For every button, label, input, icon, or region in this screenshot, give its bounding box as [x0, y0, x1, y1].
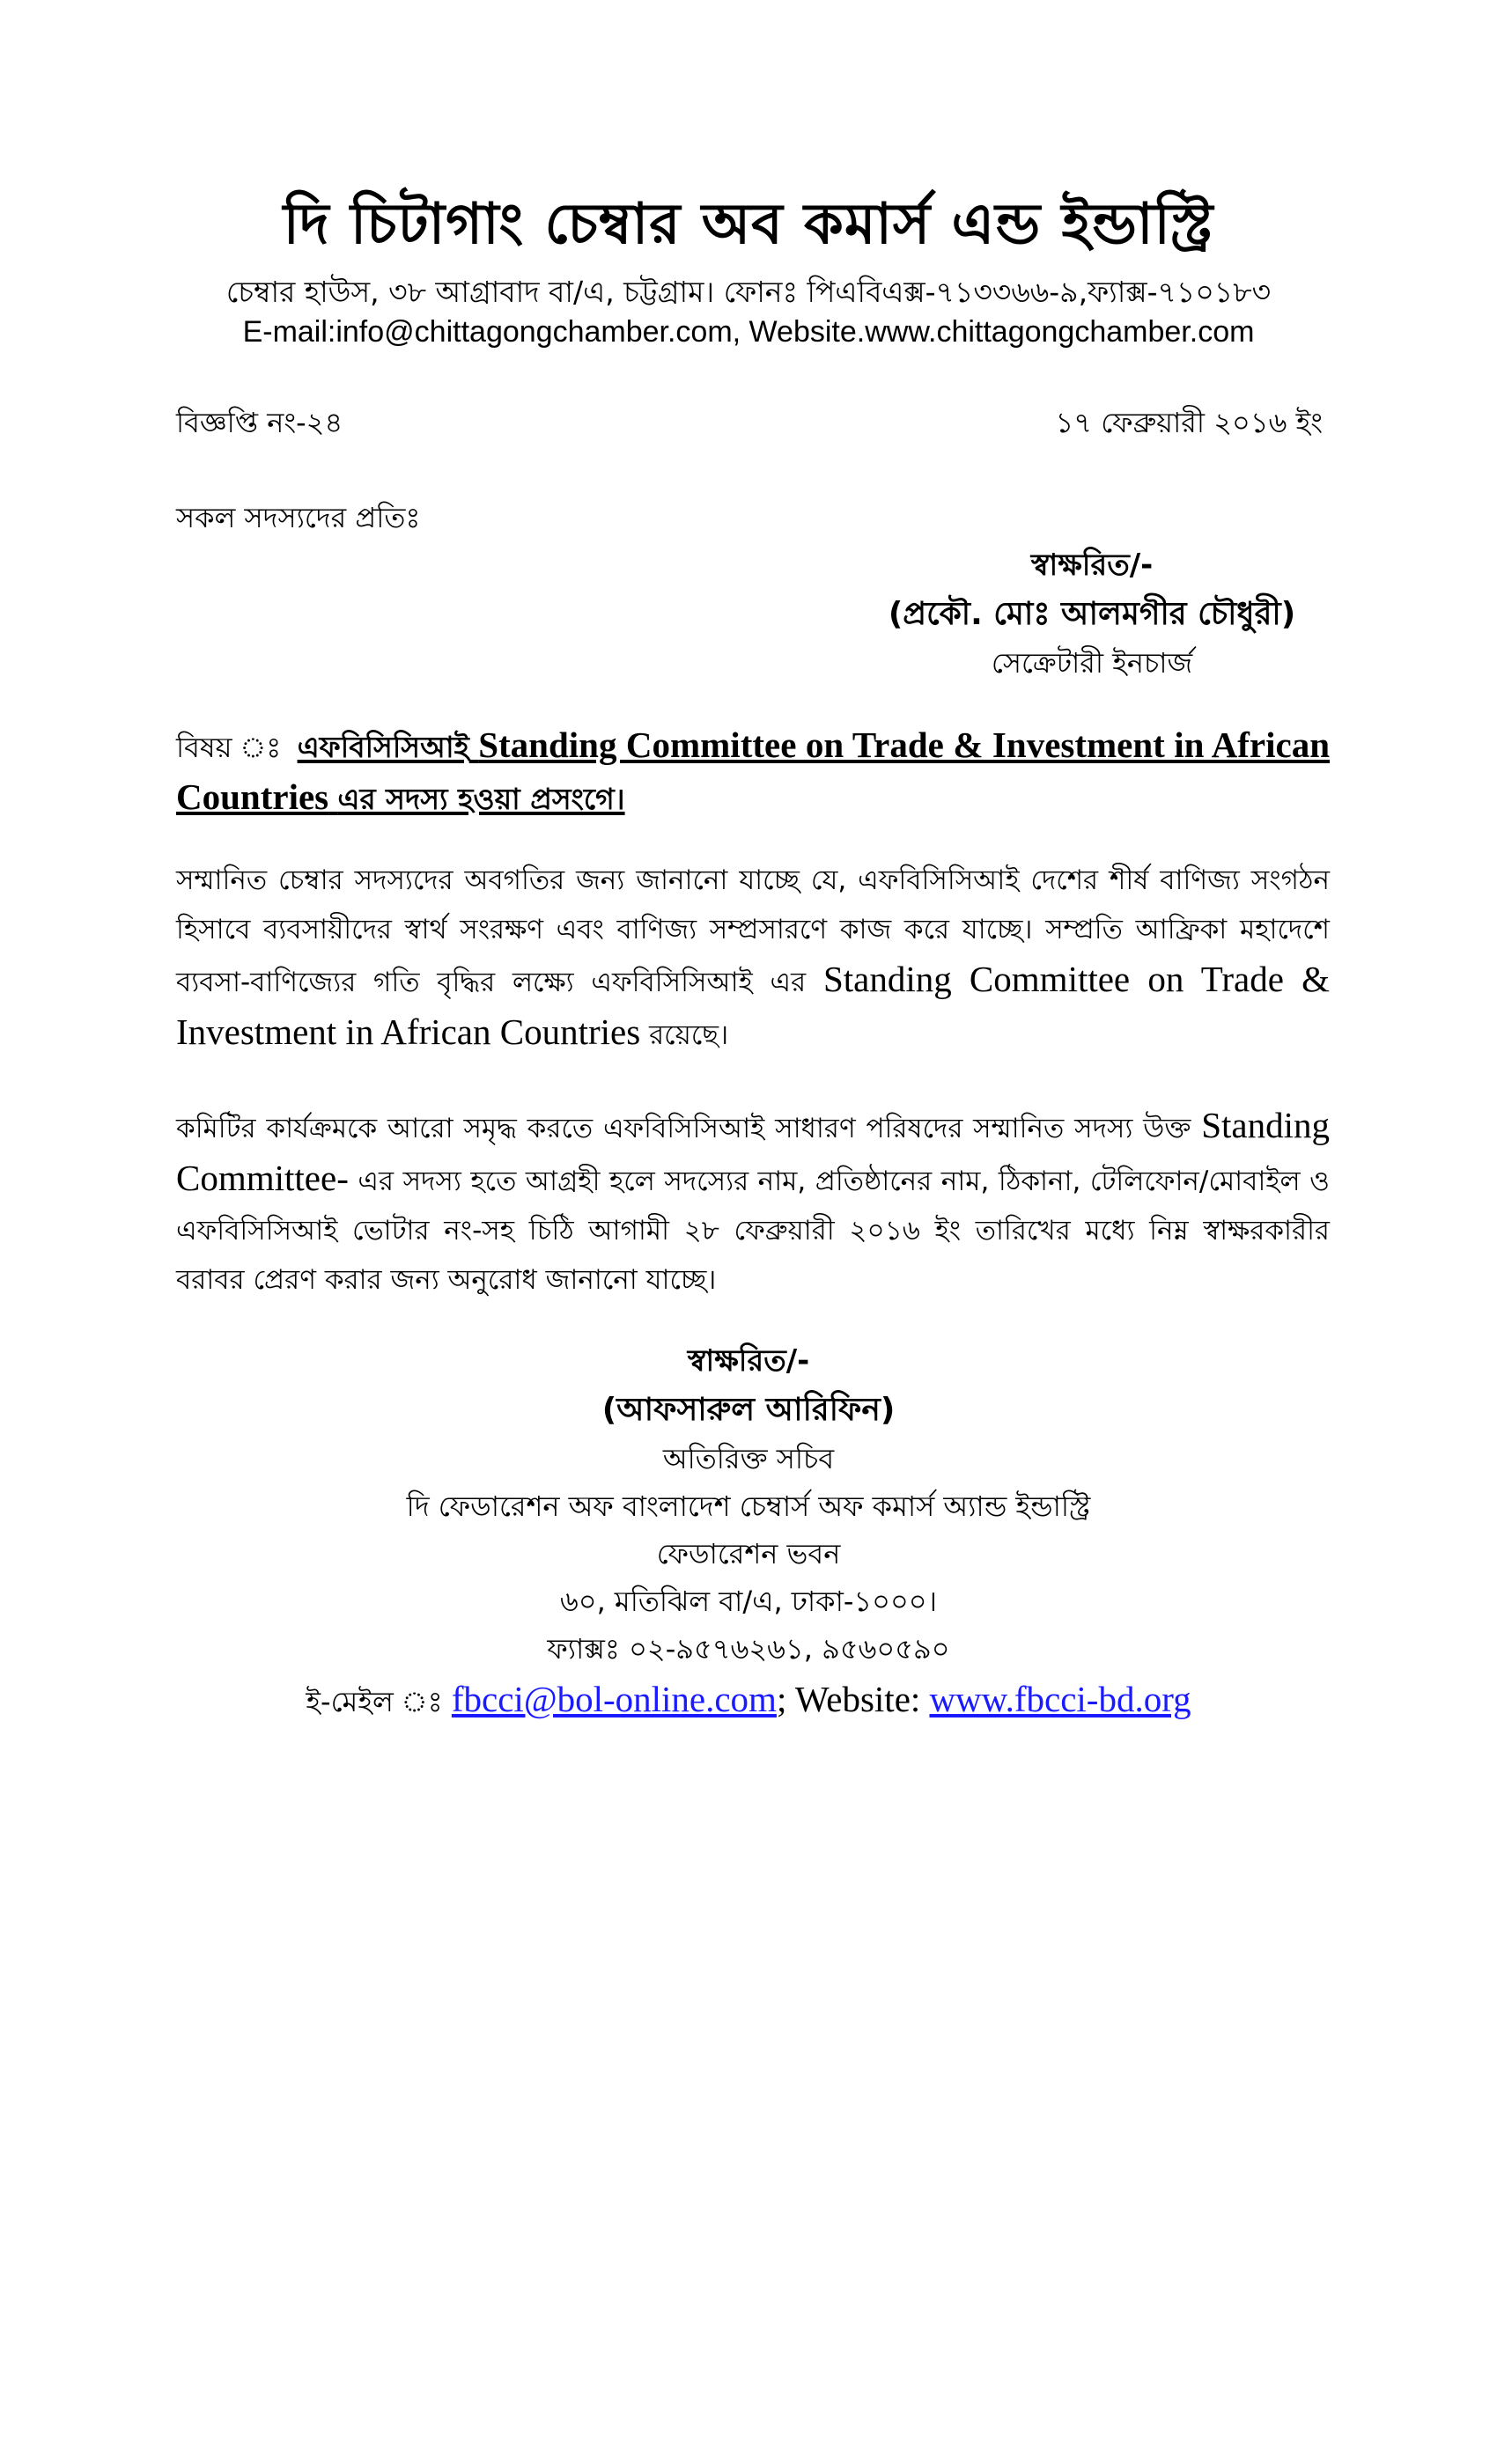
p1-committee-name: Standing Committee on Trade & Investment in African Countries — [176, 959, 1330, 1052]
recipient-line: সকল সদস্যদের প্রতিঃ — [176, 501, 421, 534]
p1-text-b: রয়েছে। — [649, 1019, 729, 1051]
federation-name: দি ফেডারেশন অফ বাংলাদেশ চেম্বার্স অফ কমার্স অ্যান্ড ইন্ডাস্ট্রি — [406, 1489, 1091, 1523]
federation-address: ৬০, মতিঝিল বা/এ, ঢাকা-১০০০। — [559, 1585, 938, 1618]
website-label: ; Website: — [776, 1679, 921, 1719]
signatory-designation: সেক্রেটারী ইনচার্জ — [991, 646, 1193, 680]
body-paragraph-1 — [176, 856, 1330, 1060]
website-link[interactable]: www.fbcci-bd.org — [929, 1679, 1191, 1719]
subject-label: বিষয় ঃ — [176, 731, 282, 764]
signatory-designation: অতিরিক্ত সচিব — [662, 1442, 835, 1475]
organization-title: দি চিটাগাং চেম্বার অব কমার্স এন্ড ইন্ডাস্ট্রি — [283, 192, 1214, 257]
email-label: ই-মেইল ঃ — [306, 1685, 443, 1718]
federation-building: ফেডারেশন ভবন — [656, 1537, 841, 1570]
federation-fax: ফ্যাক্সঃ ০২-৯৫৭৬২৬১, ৯৫৬০৫৯০ — [547, 1632, 950, 1666]
p2-text-a: কমিটির কার্যক্রমকে আরো সমৃদ্ধ করতে এফবিসিসিআই সাধারণ পরিষদের সম্মানিত সদস্য উক্ত — [176, 1113, 1191, 1144]
signatory-name: (প্রকৌ. মোঃ আলমগীর চৌধুরী) — [888, 596, 1296, 632]
subject-part-3: এর সদস্য হওয়া প্রসংগে। — [337, 782, 625, 816]
signature-block-secretary — [819, 541, 1365, 687]
subject-part-2: Standing Committee on Trade & Investment in African Countries — [176, 724, 1330, 817]
signed-mark: স্বাক্ষরিত/- — [687, 1343, 810, 1379]
subject-part-1: এফবিসিসিআই — [297, 730, 469, 764]
notice-date: ১৭ ফেব্রুয়ারী ২০১৬ ইং — [1055, 406, 1323, 439]
signature-block-fbcci — [0, 1336, 1497, 1728]
p1-text-a: সম্মানিত চেম্বার সদস্যদের অবগতির জন্য জানানো যাচ্ছে যে, এফবিসিসিআই দেশের শীর্ষ বাণিজ্য সংগঠন হিসাবে ব্যবসায়ীদের স্বার্থ সংরক্ষণ এবং বাণিজ্য সম্প্রসারণে কাজ করে যাচ্ছে। সম্প্রতি আফ্রিকা মহাদেশে ব্যবসা-বাণিজ্যের গতি বৃদ্ধির লক্ষ্যে এফবিসিসিআই এর — [176, 864, 1330, 998]
subject-line — [176, 720, 1330, 824]
email-link[interactable]: fbcci@bol-online.com — [451, 1679, 777, 1719]
p2-text-b: এর সদস্য হতে আগ্রহী হলে সদস্যের নাম, প্রতিষ্ঠানের নাম, ঠিকানা, টেলিফোন/মোবাইল ও এফবিসিসিআই ভোটার নং-সহ চিঠি আগামী ২৮ ফেব্রুয়ারী ২০১৬ ইং তারিখের মধ্যে নিম্ন স্বাক্ষরকারীর বরাবর প্রেরণ করার জন্য অনুরোধ জানানো যাচ্ছে। — [176, 1166, 1330, 1296]
notice-number: বিজ্ঞপ্তি নং-২৪ — [176, 406, 343, 439]
body-paragraph-2 — [176, 1100, 1330, 1305]
signed-mark: স্বাক্ষরিত/- — [1030, 548, 1154, 583]
organization-address: চেম্বার হাউস, ৩৮ আগ্রাবাদ বা/এ, চট্টগ্রাম। ফোনঃ পিএবিএক্স-৭১৩৩৬৬-৯,ফ্যাক্স-৭১০১৮৩ — [225, 275, 1272, 309]
organization-contact: E-mail:info@chittagongchamber.com, Website.www.chittagongchamber.com — [242, 315, 1255, 349]
signatory-name: (আফসারুল আরিফিন) — [601, 1392, 896, 1428]
p2-committee-name: Standing Committee- — [176, 1105, 1330, 1198]
federation-contact-line — [0, 1673, 1497, 1728]
